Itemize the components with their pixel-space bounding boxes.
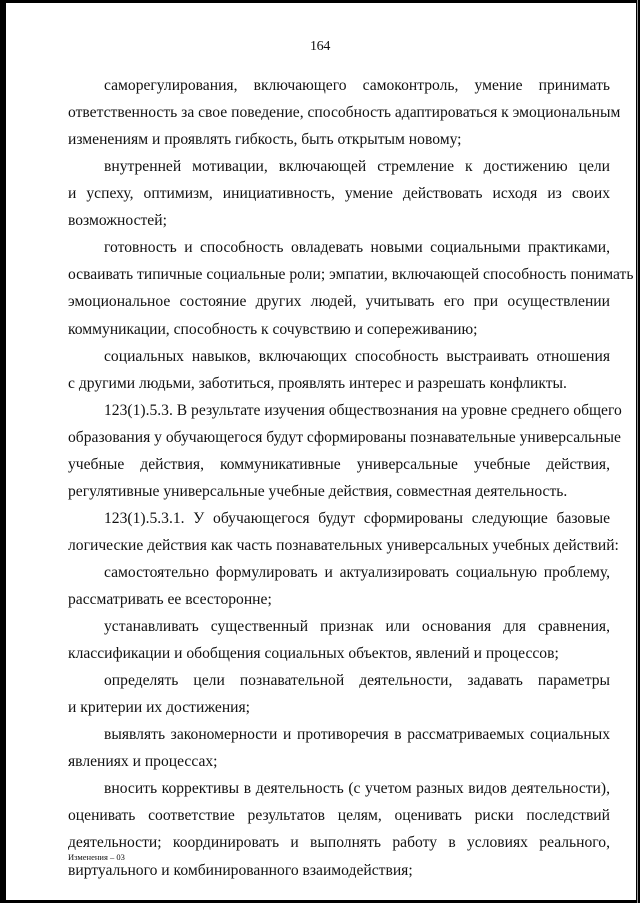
text-line: учебные действия, коммуникативные универсальные учебные действия, — [68, 455, 610, 473]
text-line: деятельности; координировать и выполнять работу в условиях реального, — [68, 834, 610, 852]
footer-change-note: Изменения – 03 — [68, 852, 125, 862]
text-line: образования у обучающегося будут сформированы познавательные универсальные — [68, 428, 621, 446]
text-line: внутренней мотивации, включающей стремление к достижению цели — [104, 158, 610, 176]
text-line: вносить коррективы в деятельность (с учетом разных видов деятельности), — [104, 780, 610, 798]
text-line: классификации и обобщения социальных объектов, явлений и процессов; — [68, 645, 559, 663]
text-line: устанавливать существенный признак или основания для сравнения, — [104, 618, 610, 635]
scan-edge-line — [637, 0, 638, 903]
text-line: готовность и способность овладевать новыми социальными практиками, — [104, 239, 610, 257]
text-line: явлениях и процессах; — [68, 753, 218, 771]
text-line: оценивать соответствие результатов целям, оценивать риски последствий — [68, 807, 610, 825]
text-line: саморегулирования, включающего самоконтроль, умение принимать — [104, 77, 610, 94]
text-line: и успеху, оптимизм, инициативность, умение действовать исходя из своих — [68, 185, 610, 203]
text-line: социальных навыков, включающих способность выстраивать отношения — [104, 347, 610, 365]
text-line: самостоятельно формулировать и актуализировать социальную проблему, — [104, 563, 610, 581]
page-number: 164 — [309, 39, 331, 54]
text-line: ответственность за свое поведение, способность адаптироваться к эмоциональным — [68, 104, 621, 121]
text-line: 123(1).5.3.1. У обучающегося будут сформированы следующие базовые — [104, 509, 610, 527]
text-line: с другими людьми, заботиться, проявлять интерес и разрешать конфликты. — [68, 374, 567, 392]
text-line: возможностей; — [68, 212, 167, 230]
text-line: виртуального и комбинированного взаимодействия; — [68, 861, 413, 879]
text-line: эмоциональное состояние других людей, учитывать его при осуществлении — [68, 293, 610, 311]
text-line: коммуникации, способность к сочувствию и сопереживанию; — [68, 320, 478, 338]
text-line: изменениям и проявлять гибкость, быть открытым новому; — [68, 131, 462, 149]
text-line: выявлять закономерности и противоречия в рассматриваемых социальных — [104, 726, 610, 744]
text-line: осваивать типичные социальные роли; эмпатии, включающей способность понимать — [68, 266, 634, 284]
text-line: регулятивные универсальные учебные действия, совместная деятельность. — [68, 482, 568, 500]
text-line: 123(1).5.3. В результате изучения обществознания на уровне среднего общего — [104, 401, 622, 419]
text-line: определять цели познавательной деятельности, задавать параметры — [104, 672, 610, 690]
text-line: и критерии их достижения; — [68, 699, 251, 717]
text-line: рассматривать ее всесторонне; — [68, 591, 272, 608]
text-line: логические действия как часть познавательных универсальных учебных действий: — [68, 536, 619, 554]
